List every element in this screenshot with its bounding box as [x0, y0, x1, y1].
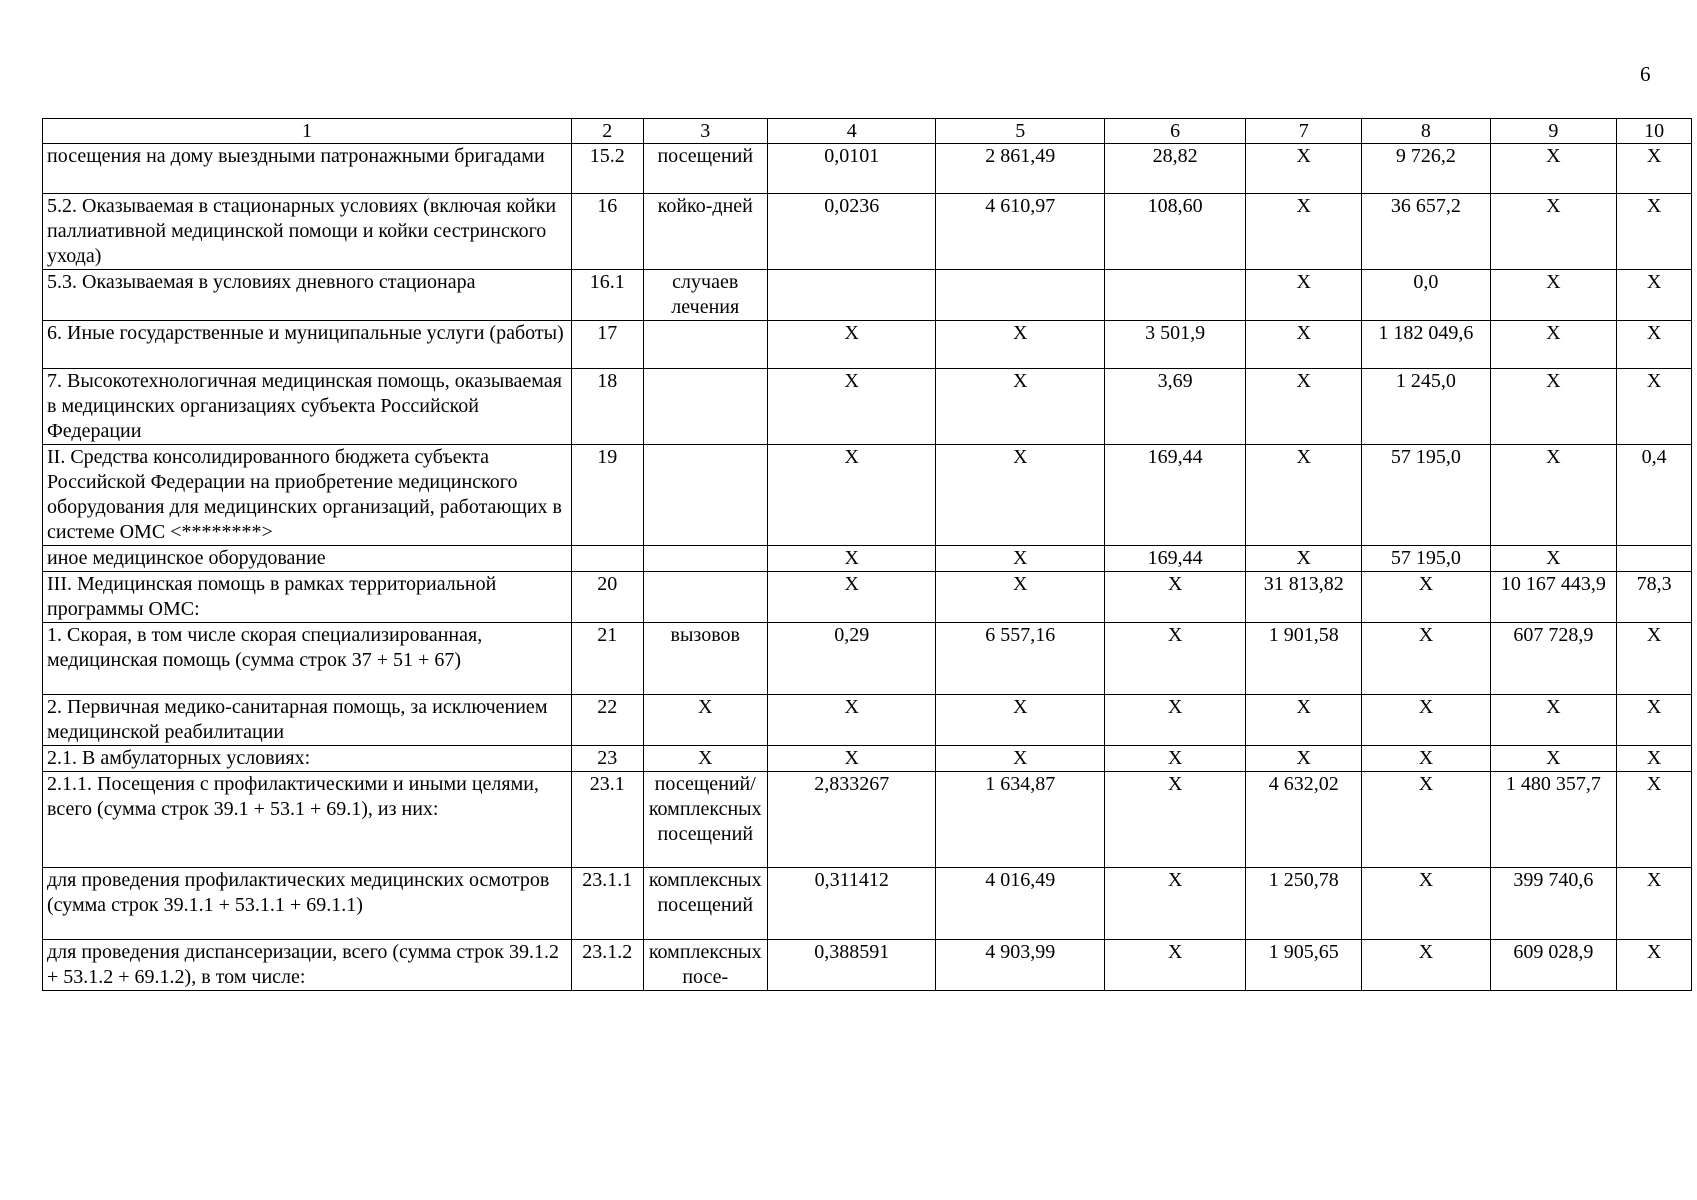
table-row	[43, 321, 1692, 369]
table-cell: X	[767, 746, 936, 772]
row-label-cell: посещения на дому выездными патронажными бригадами	[43, 144, 572, 194]
table-cell: комплексных посещений	[643, 868, 767, 940]
table-cell: 31 813,82	[1246, 572, 1362, 623]
table-row	[43, 572, 1692, 623]
header-cell: 1	[43, 119, 572, 144]
table-cell: X	[1246, 369, 1362, 445]
table-cell	[643, 546, 767, 572]
table-cell: X	[936, 572, 1105, 623]
table-cell: 1 901,58	[1246, 623, 1362, 695]
table-cell	[571, 546, 643, 572]
table-cell: 399 740,6	[1490, 868, 1616, 940]
table-cell: X	[1490, 445, 1616, 546]
header-cell: 6	[1105, 119, 1246, 144]
row-label-cell: для проведения диспансеризации, всего (сумма строк 39.1.2 + 53.1.2 + 69.1.2), в том числе:	[43, 940, 572, 991]
table-cell: X	[1246, 445, 1362, 546]
table-cell: X	[1490, 369, 1616, 445]
table-cell: X	[1246, 695, 1362, 746]
table-row	[43, 746, 1692, 772]
table-cell: 169,44	[1105, 445, 1246, 546]
table-cell: койко-дней	[643, 194, 767, 270]
table-row	[43, 546, 1692, 572]
table-cell: 1 480 357,7	[1490, 772, 1616, 868]
table-row	[43, 695, 1692, 746]
table-cell: 0,0	[1362, 270, 1491, 321]
table-cell: X	[767, 546, 936, 572]
table-cell: X	[1105, 623, 1246, 695]
table-cell: 1 182 049,6	[1362, 321, 1491, 369]
row-label-cell: 7. Высокотехнологичная медицинская помощь, оказываемая в медицинских организациях субъекта Российской Федерации	[43, 369, 572, 445]
table-cell	[643, 369, 767, 445]
table-cell: 18	[571, 369, 643, 445]
table-cell: 1 634,87	[936, 772, 1105, 868]
table-cell: X	[1617, 868, 1692, 940]
table-cell: 108,60	[1105, 194, 1246, 270]
table-cell: 607 728,9	[1490, 623, 1616, 695]
table-cell: X	[1490, 746, 1616, 772]
table-cell: X	[936, 746, 1105, 772]
table-cell: X	[1617, 623, 1692, 695]
header-cell: 4	[767, 119, 936, 144]
table-cell: 169,44	[1105, 546, 1246, 572]
table-cell: X	[767, 369, 936, 445]
row-label-cell: II. Средства консолидированного бюджета субъекта Российской Федерации на приобретение медицинского оборудования для медицинских организаций, работающих в системе ОМС <********>	[43, 445, 572, 546]
table-cell: 9 726,2	[1362, 144, 1491, 194]
table-cell: X	[1490, 270, 1616, 321]
table-cell: 57 195,0	[1362, 445, 1491, 546]
table-cell: X	[1490, 546, 1616, 572]
table-cell: X	[936, 695, 1105, 746]
table-cell: X	[1362, 940, 1491, 991]
table-cell: 78,3	[1617, 572, 1692, 623]
table-row	[43, 445, 1692, 546]
header-cell: 5	[936, 119, 1105, 144]
table-cell: комплексных посе-	[643, 940, 767, 991]
page-number: 6	[1640, 62, 1651, 86]
table-cell: X	[1617, 194, 1692, 270]
header-cell: 3	[643, 119, 767, 144]
table-row	[43, 940, 1692, 991]
table-cell: X	[936, 546, 1105, 572]
row-label-cell: для проведения профилактических медицинских осмотров (сумма строк 39.1.1 + 53.1.1 + 69.1.1)	[43, 868, 572, 940]
table-cell: X	[936, 445, 1105, 546]
row-label-cell: 1. Скорая, в том числе скорая специализированная, медицинская помощь (сумма строк 37 + 51 + 67)	[43, 623, 572, 695]
table-cell: 3 501,9	[1105, 321, 1246, 369]
table-row	[43, 772, 1692, 868]
table-cell: 0,29	[767, 623, 936, 695]
table-cell: X	[1246, 270, 1362, 321]
table-cell: X	[1362, 772, 1491, 868]
table-cell: X	[1490, 695, 1616, 746]
table-cell: 15.2	[571, 144, 643, 194]
table-cell: X	[1246, 321, 1362, 369]
table-cell: 2,833267	[767, 772, 936, 868]
table-cell: X	[1617, 144, 1692, 194]
row-label-cell: III. Медицинская помощь в рамках территориальной программы ОМС:	[43, 572, 572, 623]
table-cell: 28,82	[1105, 144, 1246, 194]
data-table	[42, 118, 1692, 991]
table-cell: 3,69	[1105, 369, 1246, 445]
table-cell: X	[1617, 321, 1692, 369]
table-row	[43, 623, 1692, 695]
table-cell: X	[1246, 144, 1362, 194]
table-cell: X	[1246, 546, 1362, 572]
table-cell: X	[1362, 695, 1491, 746]
table-cell: X	[1617, 772, 1692, 868]
table-cell	[643, 321, 767, 369]
table-cell: 4 016,49	[936, 868, 1105, 940]
table-cell: 0,388591	[767, 940, 936, 991]
table-cell	[643, 572, 767, 623]
table-cell: 57 195,0	[1362, 546, 1491, 572]
table-cell: X	[936, 321, 1105, 369]
table-cell: X	[767, 321, 936, 369]
header-cell: 2	[571, 119, 643, 144]
table-cell: 0,4	[1617, 445, 1692, 546]
table-cell: 23.1	[571, 772, 643, 868]
table-cell	[643, 445, 767, 546]
table-cell: 0,311412	[767, 868, 936, 940]
table-cell	[936, 270, 1105, 321]
table-cell: 4 903,99	[936, 940, 1105, 991]
table-cell: X	[1362, 572, 1491, 623]
row-label-cell: 2. Первичная медико-санитарная помощь, за исключением медицинской реабилитации	[43, 695, 572, 746]
table-cell: вызовов	[643, 623, 767, 695]
table-cell: X	[767, 572, 936, 623]
table-cell: 23	[571, 746, 643, 772]
row-label-cell: 2.1. В амбулаторных условиях:	[43, 746, 572, 772]
table-cell: 16	[571, 194, 643, 270]
table-cell: 1 245,0	[1362, 369, 1491, 445]
table-cell: X	[643, 695, 767, 746]
table-cell: 10 167 443,9	[1490, 572, 1616, 623]
table-cell: X	[1105, 772, 1246, 868]
header-cell: 7	[1246, 119, 1362, 144]
header-cell: 8	[1362, 119, 1491, 144]
table-cell: 0,0236	[767, 194, 936, 270]
table-cell: X	[1490, 194, 1616, 270]
table-cell: 22	[571, 695, 643, 746]
table-cell: X	[1490, 144, 1616, 194]
table-cell: X	[767, 695, 936, 746]
table-cell: 2 861,49	[936, 144, 1105, 194]
table-cell: X	[767, 445, 936, 546]
table-cell: 21	[571, 623, 643, 695]
table-cell: случаев лечения	[643, 270, 767, 321]
table-cell: 23.1.2	[571, 940, 643, 991]
row-label-cell: 5.3. Оказываемая в условиях дневного стационара	[43, 270, 572, 321]
table-cell: X	[1105, 940, 1246, 991]
row-label-cell: 2.1.1. Посещения с профилактическими и иными целями, всего (сумма строк 39.1 + 53.1 + 69.1), из них:	[43, 772, 572, 868]
table-cell: 1 250,78	[1246, 868, 1362, 940]
table-cell: X	[1617, 746, 1692, 772]
table-row	[43, 369, 1692, 445]
table-cell: X	[936, 369, 1105, 445]
table-cell: X	[1246, 194, 1362, 270]
table-row	[43, 144, 1692, 194]
table-cell: X	[1362, 623, 1491, 695]
header-row	[43, 119, 1692, 144]
table-cell	[767, 270, 936, 321]
table-row	[43, 868, 1692, 940]
row-label-cell: 5.2. Оказываемая в стационарных условиях (включая койки паллиативной медицинской помощи и койки сестринского ухода)	[43, 194, 572, 270]
table-cell: 17	[571, 321, 643, 369]
table-row	[43, 270, 1692, 321]
header-cell: 9	[1490, 119, 1616, 144]
row-label-cell: иное медицинское оборудование	[43, 546, 572, 572]
table-cell: X	[1105, 746, 1246, 772]
table-cell: X	[1246, 746, 1362, 772]
table-cell: X	[1105, 868, 1246, 940]
table-body	[43, 144, 1692, 991]
table-cell: 609 028,9	[1490, 940, 1616, 991]
table-row	[43, 194, 1692, 270]
table-cell	[1617, 546, 1692, 572]
header-cell: 10	[1617, 119, 1692, 144]
table-cell: X	[643, 746, 767, 772]
table-cell: X	[1362, 746, 1491, 772]
table-cell: 19	[571, 445, 643, 546]
table-cell: X	[1105, 695, 1246, 746]
table-cell: X	[1617, 369, 1692, 445]
table-cell: 1 905,65	[1246, 940, 1362, 991]
table-cell: 0,0101	[767, 144, 936, 194]
table-cell: посещений	[643, 144, 767, 194]
row-label-cell: 6. Иные государственные и муниципальные услуги (работы)	[43, 321, 572, 369]
table-cell: X	[1362, 868, 1491, 940]
table-cell: 4 632,02	[1246, 772, 1362, 868]
table-cell: X	[1617, 270, 1692, 321]
table-cell: X	[1105, 572, 1246, 623]
table-cell: 23.1.1	[571, 868, 643, 940]
table-cell	[1105, 270, 1246, 321]
table-cell: 16.1	[571, 270, 643, 321]
table-cell: X	[1617, 695, 1692, 746]
table-cell: X	[1490, 321, 1616, 369]
table-cell: посещений/комплексных посещений	[643, 772, 767, 868]
table-cell: 20	[571, 572, 643, 623]
table-cell: X	[1617, 940, 1692, 991]
table-cell: 6 557,16	[936, 623, 1105, 695]
table-cell: 36 657,2	[1362, 194, 1491, 270]
table-cell: 4 610,97	[936, 194, 1105, 270]
